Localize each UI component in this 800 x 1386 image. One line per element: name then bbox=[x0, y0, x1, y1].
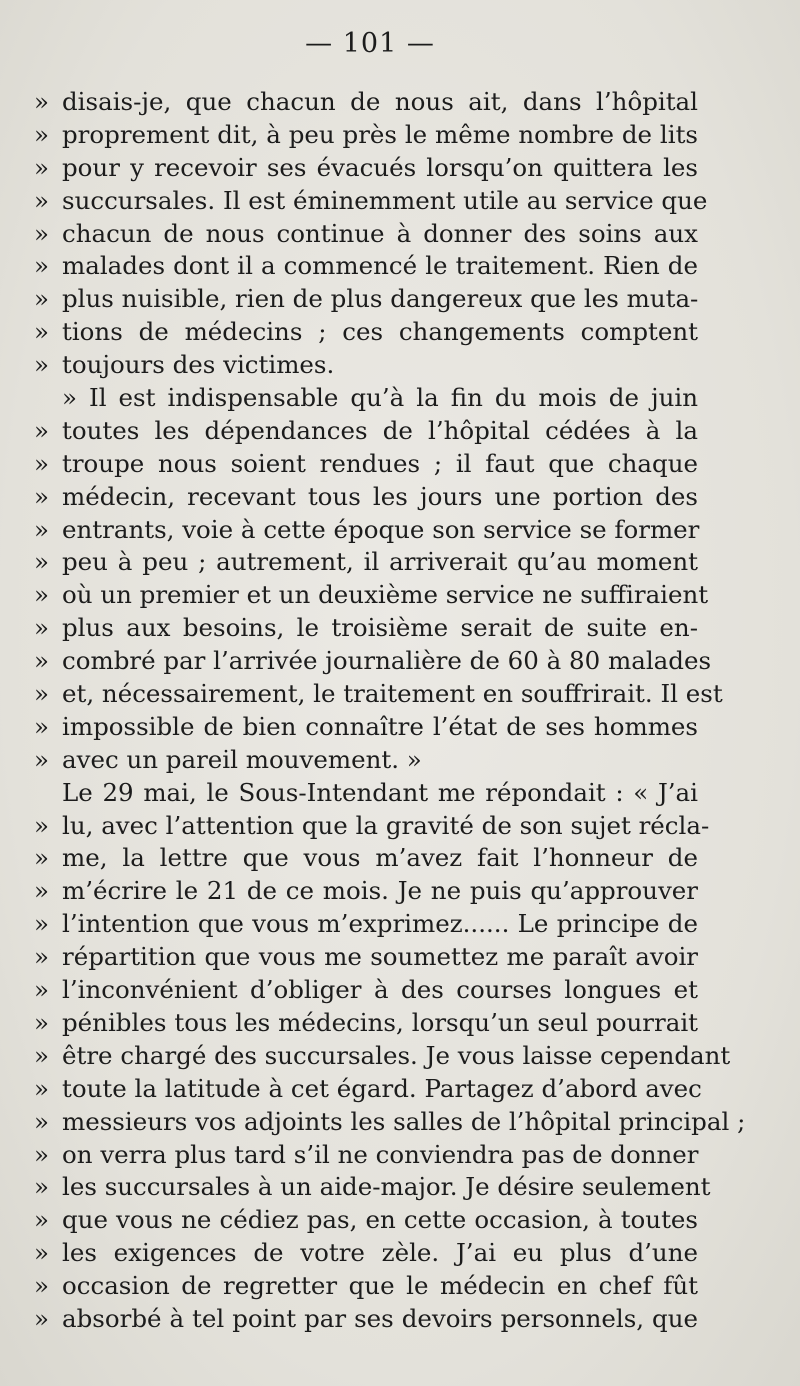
page-number: — 101 — bbox=[305, 28, 435, 59]
line-text: médecin, recevant tous les jours une portion des bbox=[62, 481, 698, 511]
line-text: troupe nous soient rendues ; il faut que chaque bbox=[62, 448, 698, 478]
quote-marker: » bbox=[34, 481, 49, 511]
text-line bbox=[34, 283, 700, 316]
text-line bbox=[34, 349, 700, 382]
text-line bbox=[34, 415, 700, 448]
text-line bbox=[34, 1237, 700, 1270]
text-line bbox=[34, 1073, 700, 1106]
line-text: m’écrire le 21 de ce mois. Je ne puis qu’approuver bbox=[62, 876, 698, 906]
quote-marker: » bbox=[34, 1238, 49, 1268]
text-line bbox=[34, 316, 700, 349]
quote-marker: » bbox=[34, 547, 49, 577]
line-text: les exigences de votre zèle. J’ai eu plus d’une bbox=[62, 1238, 698, 1268]
text-line bbox=[34, 448, 700, 481]
text-line bbox=[34, 908, 700, 941]
line-text: être chargé des succursales. Je vous laisse cependant bbox=[62, 1040, 731, 1070]
line-text: et, nécessairement, le traitement en souffrirait. Il est bbox=[62, 679, 723, 709]
quote-marker: » bbox=[34, 218, 49, 248]
quote-marker: » bbox=[34, 185, 49, 215]
quote-marker: » bbox=[34, 580, 49, 610]
line-text: on verra plus tard s’il ne conviendra pas de donner bbox=[62, 1139, 699, 1169]
line-text: Le 29 mai, le Sous-Intendant me répondait : « J’ai bbox=[62, 777, 698, 807]
line-text: répartition que vous me soumettez me paraît avoir bbox=[62, 942, 698, 972]
text-line bbox=[34, 777, 700, 810]
line-text: succursales. Il est éminemment utile au service que bbox=[62, 185, 708, 215]
line-text: pour y recevoir ses évacués lorsqu’on quittera les bbox=[62, 152, 698, 182]
line-text: tions de médecins ; ces changements comptent bbox=[62, 317, 698, 347]
text-line bbox=[34, 86, 700, 119]
line-text: avec un pareil mouvement. » bbox=[62, 744, 422, 774]
text-line bbox=[34, 481, 700, 514]
quote-marker: » bbox=[34, 810, 49, 840]
quote-marker: » bbox=[34, 87, 49, 116]
text-block bbox=[34, 86, 746, 1336]
line-text: toutes les dépendances de l’hôpital cédées à la bbox=[62, 415, 698, 445]
text-line bbox=[34, 250, 700, 283]
line-text: me, la lettre que vous m’avez fait l’honneur de bbox=[62, 843, 698, 873]
quote-marker: » bbox=[34, 711, 49, 741]
quote-marker: » bbox=[34, 1172, 49, 1202]
quote-marker: » bbox=[34, 646, 49, 676]
quote-marker: » bbox=[34, 514, 49, 544]
text-line bbox=[34, 1303, 700, 1336]
line-text: où un premier et un deuxième service ne suffiraient bbox=[62, 580, 709, 610]
text-line bbox=[34, 941, 700, 974]
line-text: entrants, voie à cette époque son service se former bbox=[62, 514, 700, 544]
quote-marker: » bbox=[34, 317, 49, 347]
line-text: proprement dit, à peu près le même nombre de lits bbox=[62, 119, 698, 149]
text-line bbox=[34, 546, 700, 579]
line-text: plus aux besoins, le troisième serait de suite en- bbox=[62, 613, 698, 643]
line-text: impossible de bien connaître l’état de ses hommes bbox=[62, 711, 698, 741]
line-text: toute la latitude à cet égard. Partagez d’abord avec bbox=[62, 1073, 702, 1103]
text-line bbox=[34, 579, 709, 612]
text-line bbox=[34, 185, 708, 218]
text-line bbox=[34, 612, 700, 645]
line-text: messieurs vos adjoints les salles de l’hôpital principal ; bbox=[62, 1106, 746, 1136]
line-text: absorbé à tel point par ses devoirs personnels, que bbox=[62, 1303, 698, 1333]
quote-marker: » bbox=[34, 613, 49, 643]
line-text: l’inconvénient d’obliger à des courses longues et bbox=[62, 975, 698, 1005]
quote-marker: » bbox=[34, 251, 49, 281]
quote-marker: » bbox=[34, 350, 49, 380]
line-text: occasion de regretter que le médecin en chef fût bbox=[62, 1271, 698, 1301]
quote-marker: » bbox=[34, 284, 49, 314]
text-line bbox=[34, 1139, 700, 1172]
quote-marker: » bbox=[34, 1205, 49, 1235]
quote-marker: » bbox=[34, 1007, 49, 1037]
line-text: l’intention que vous m’exprimez...... Le principe de bbox=[62, 909, 698, 939]
text-line bbox=[34, 1007, 700, 1040]
quote-marker: » bbox=[34, 843, 49, 873]
quote-marker: » bbox=[34, 1139, 49, 1169]
text-line bbox=[34, 678, 723, 711]
line-text: peu à peu ; autrement, il arriverait qu’au moment bbox=[62, 547, 698, 577]
text-line bbox=[34, 810, 710, 843]
text-line bbox=[34, 645, 712, 678]
quote-marker: » bbox=[34, 448, 49, 478]
text-line bbox=[34, 1040, 731, 1073]
quote-marker: » bbox=[34, 1271, 49, 1301]
quote-marker: » bbox=[34, 909, 49, 939]
text-line bbox=[34, 382, 700, 415]
line-text: lu, avec l’attention que la gravité de son sujet récla- bbox=[62, 810, 710, 840]
text-line bbox=[34, 514, 700, 547]
text-line bbox=[34, 1204, 700, 1237]
quote-marker: » bbox=[34, 1073, 49, 1103]
quote-marker: » bbox=[34, 1303, 49, 1333]
text-line bbox=[34, 711, 700, 744]
quote-marker: » bbox=[34, 744, 49, 774]
text-line bbox=[34, 1171, 711, 1204]
quote-marker: » bbox=[34, 119, 49, 149]
text-line bbox=[34, 152, 700, 185]
line-text: malades dont il a commencé le traitement. Rien de bbox=[62, 251, 698, 281]
quote-marker: » bbox=[34, 942, 49, 972]
line-text: pénibles tous les médecins, lorsqu’un seul pourrait bbox=[62, 1007, 698, 1037]
quote-marker: » bbox=[34, 876, 49, 906]
line-text: disais-je, que chacun de nous ait, dans l’hôpital bbox=[62, 87, 698, 116]
quote-marker: » bbox=[34, 415, 49, 445]
text-line bbox=[34, 1106, 746, 1139]
text-line bbox=[34, 842, 700, 875]
line-text: plus nuisible, rien de plus dangereux que les muta- bbox=[62, 284, 699, 314]
text-line bbox=[34, 1270, 700, 1303]
text-line bbox=[34, 119, 700, 152]
text-line bbox=[34, 744, 700, 777]
text-line bbox=[34, 875, 700, 908]
quote-marker: » bbox=[34, 975, 49, 1005]
quote-marker: » bbox=[34, 152, 49, 182]
line-text: toujours des victimes. bbox=[62, 350, 335, 380]
quote-marker: » bbox=[34, 1106, 49, 1136]
line-text: les succursales à un aide-major. Je désire seulement bbox=[62, 1172, 711, 1202]
line-text: que vous ne cédiez pas, en cette occasion, à toutes bbox=[62, 1205, 698, 1235]
line-text: chacun de nous continue à donner des soins aux bbox=[62, 218, 698, 248]
text-line bbox=[34, 218, 700, 251]
line-text: combré par l’arrivée journalière de 60 à 80 malades bbox=[62, 646, 712, 676]
quote-marker: » bbox=[34, 679, 49, 709]
line-text: » Il est indispensable qu’à la fin du mois de juin bbox=[62, 383, 698, 413]
text-line bbox=[34, 974, 700, 1007]
quote-marker: » bbox=[34, 1040, 49, 1070]
